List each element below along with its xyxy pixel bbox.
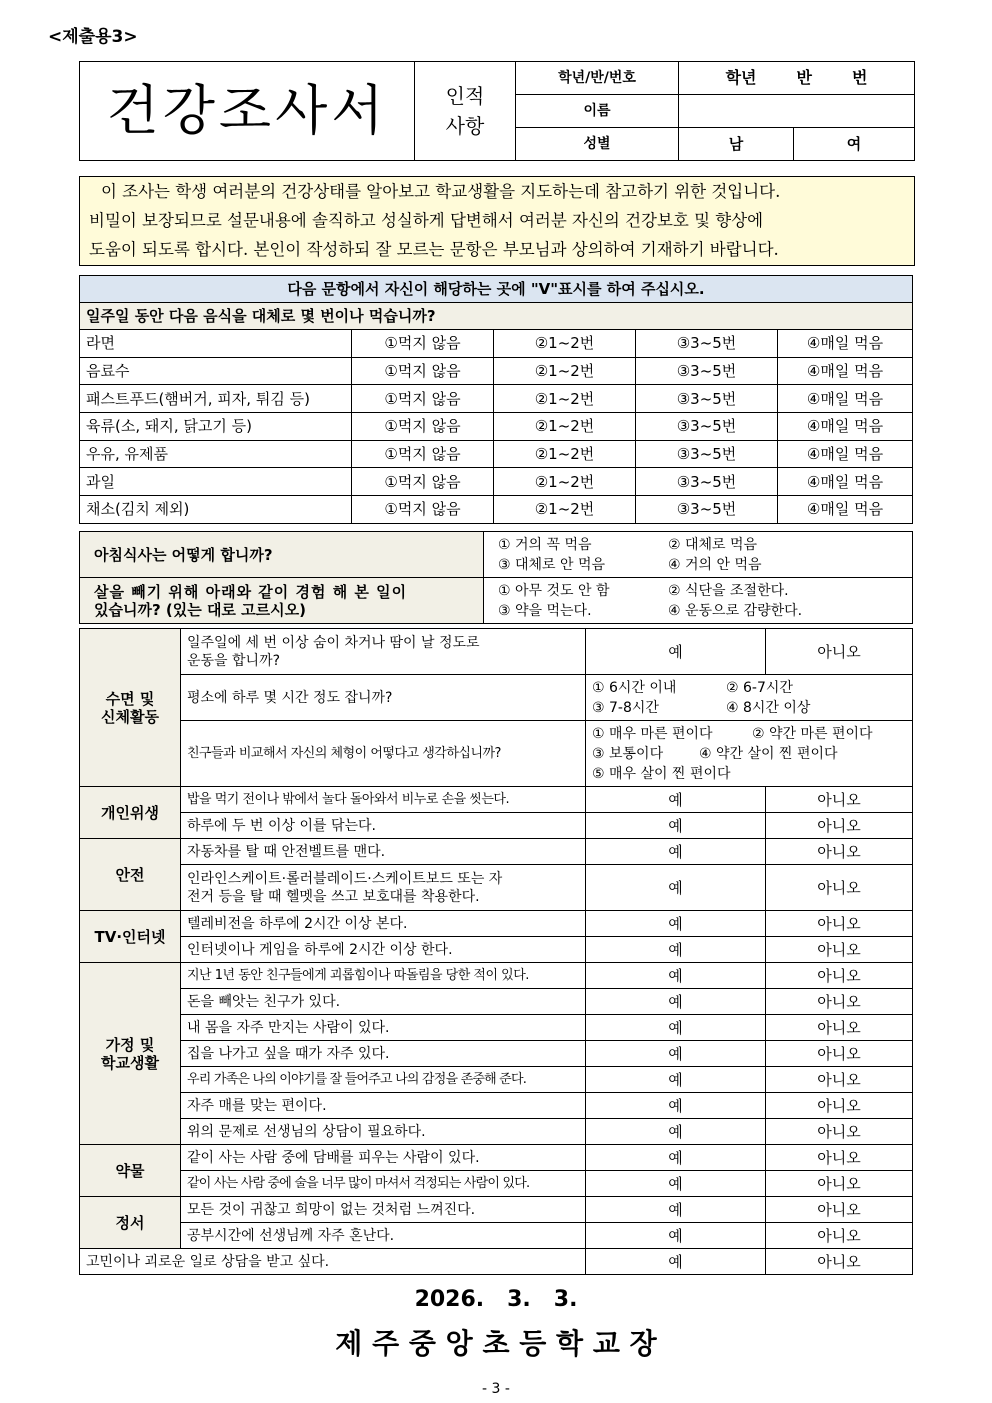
food-item-label: 우유, 유제품 bbox=[80, 440, 352, 468]
weight-loss-question: 살을 빼기 위해 아래와 같이 경험 해 본 일이 있습니까? (있는 대로 고르시오) bbox=[80, 578, 484, 624]
food-frequency-option[interactable]: ④매일 먹음 bbox=[778, 357, 913, 385]
school-principal-signature: 제 주 중 앙 초 등 학 교 장 bbox=[335, 1327, 657, 1360]
food-row bbox=[80, 496, 913, 524]
personal-info-label: 인적 사항 bbox=[415, 62, 516, 161]
question-home-school: 내 몸을 자주 만지는 사람이 있다. bbox=[181, 1015, 586, 1041]
no-option[interactable]: 아니오 bbox=[766, 911, 913, 937]
question-home-school: 돈을 빼앗는 친구가 있다. bbox=[181, 989, 586, 1015]
header-table bbox=[79, 61, 915, 161]
yes-option[interactable]: 예 bbox=[586, 813, 766, 839]
food-frequency-option[interactable]: ②1~2번 bbox=[494, 385, 636, 413]
no-option[interactable]: 아니오 bbox=[766, 963, 913, 989]
question-hygiene: 하루에 두 번 이상 이를 닦는다. bbox=[181, 813, 586, 839]
food-row bbox=[80, 385, 913, 413]
food-frequency-option[interactable]: ③3~5번 bbox=[636, 496, 778, 524]
no-option[interactable]: 아니오 bbox=[766, 1041, 913, 1067]
food-row bbox=[80, 413, 913, 441]
question-drug: 같이 사는 사람 중에 담배를 피우는 사람이 있다. bbox=[181, 1145, 586, 1171]
food-frequency-option[interactable]: ④매일 먹음 bbox=[778, 468, 913, 496]
name-field[interactable] bbox=[679, 95, 915, 128]
food-frequency-option[interactable]: ④매일 먹음 bbox=[778, 330, 913, 358]
category-emotion: 정서 bbox=[80, 1197, 181, 1249]
gender-male-option[interactable]: 남 bbox=[679, 128, 794, 161]
question-body-shape: 친구들과 비교해서 자신의 체형이 어떻다고 생각하십니까? bbox=[181, 721, 586, 787]
food-frequency-option[interactable]: ③3~5번 bbox=[636, 330, 778, 358]
food-item-label: 음료수 bbox=[80, 357, 352, 385]
food-item-label: 육류(소, 돼지, 닭고기 등) bbox=[80, 413, 352, 441]
gender-female-option[interactable]: 여 bbox=[794, 128, 915, 161]
gender-label: 성별 bbox=[516, 128, 679, 161]
yes-option[interactable]: 예 bbox=[586, 1249, 766, 1275]
instruction: 다음 문항에서 자신이 해당하는 곳에 "V"표시를 하여 주십시오. bbox=[80, 276, 913, 303]
page-number: - 3 - bbox=[482, 1381, 510, 1397]
food-frequency-option[interactable]: ②1~2번 bbox=[494, 496, 636, 524]
food-frequency-option[interactable]: ②1~2번 bbox=[494, 468, 636, 496]
no-option[interactable]: 아니오 bbox=[766, 1119, 913, 1145]
no-option[interactable]: 아니오 bbox=[766, 1197, 913, 1223]
food-frequency-option[interactable]: ③3~5번 bbox=[636, 440, 778, 468]
no-option[interactable]: 아니오 bbox=[766, 1145, 913, 1171]
question-emotion: 모든 것이 귀찮고 희망이 없는 것처럼 느껴진다. bbox=[181, 1197, 586, 1223]
yes-option[interactable]: 예 bbox=[586, 1119, 766, 1145]
food-frequency-option[interactable]: ①먹지 않음 bbox=[352, 413, 494, 441]
sleep-hours-options[interactable]: ① 6시간 이내 ② 6-7시간 ③ 7-8시간 ④ 8시간 이상 bbox=[586, 675, 913, 721]
category-safety: 안전 bbox=[80, 839, 181, 911]
food-frequency-option[interactable]: ③3~5번 bbox=[636, 468, 778, 496]
food-item-label: 과일 bbox=[80, 468, 352, 496]
yes-option[interactable]: 예 bbox=[586, 787, 766, 813]
food-frequency-option[interactable]: ①먹지 않음 bbox=[352, 330, 494, 358]
question-emotion: 공부시간에 선생님께 자주 혼난다. bbox=[181, 1223, 586, 1249]
question-hygiene: 밥을 먹기 전이나 밖에서 놀다 돌아와서 비누로 손을 씻는다. bbox=[181, 787, 586, 813]
food-item-label: 패스트푸드(햄버거, 피자, 튀김 등) bbox=[80, 385, 352, 413]
yes-option[interactable]: 예 bbox=[586, 629, 766, 675]
food-row bbox=[80, 330, 913, 358]
yes-option[interactable]: 예 bbox=[586, 1067, 766, 1093]
name-label: 이름 bbox=[516, 95, 679, 128]
no-option[interactable]: 아니오 bbox=[766, 1093, 913, 1119]
yes-option[interactable]: 예 bbox=[586, 1171, 766, 1197]
no-option[interactable]: 아니오 bbox=[766, 839, 913, 865]
intro-line: 이 조사는 학생 여러분의 건강상태를 알아보고 학교생활을 지도하는데 참고하기 위한 것입니다. bbox=[101, 182, 781, 201]
no-option[interactable]: 아니오 bbox=[766, 865, 913, 911]
grade-class-no-field[interactable]: 학년 반 번 bbox=[679, 62, 915, 95]
question-home-school: 우리 가족은 나의 이야기를 잘 들어주고 나의 감정을 존중해 준다. bbox=[181, 1067, 586, 1093]
question-home-school: 지난 1년 동안 친구들에게 괴롭힘이나 따돌림을 당한 적이 있다. bbox=[181, 963, 586, 989]
grade-class-no-label: 학년/반/번호 bbox=[516, 62, 679, 95]
no-option[interactable]: 아니오 bbox=[766, 1067, 913, 1093]
question-exercise: 일주일에 세 번 이상 숨이 차거나 땀이 날 정도로 운동을 합니까? bbox=[181, 629, 586, 675]
food-row bbox=[80, 440, 913, 468]
no-option[interactable]: 아니오 bbox=[766, 787, 913, 813]
category-home-school: 가정 및 학교생활 bbox=[80, 963, 181, 1145]
food-frequency-option[interactable]: ③3~5번 bbox=[636, 357, 778, 385]
food-item-label: 라면 bbox=[80, 330, 352, 358]
question-safety: 자동차를 탈 때 안전벨트를 맨다. bbox=[181, 839, 586, 865]
food-frequency-option[interactable]: ①먹지 않음 bbox=[352, 385, 494, 413]
question-sleep-hours: 평소에 하루 몇 시간 정도 잡니까? bbox=[181, 675, 586, 721]
category-tv: TV·인터넷 bbox=[80, 911, 181, 963]
question-drug: 같이 사는 사람 중에 술을 너무 많이 마셔서 걱정되는 사람이 있다. bbox=[181, 1171, 586, 1197]
weight-loss-options[interactable]: ① 아무 것도 안 함 ② 식단을 조절한다. ③ 약을 먹는다. ④ 운동으로 감량한다. bbox=[484, 578, 913, 624]
yes-option[interactable]: 예 bbox=[586, 1015, 766, 1041]
food-frequency-option[interactable]: ③3~5번 bbox=[636, 413, 778, 441]
question-tv: 텔레비전을 하루에 2시간 이상 본다. bbox=[181, 911, 586, 937]
no-option[interactable]: 아니오 bbox=[766, 1015, 913, 1041]
date: 2026. 3. 3. bbox=[414, 1287, 578, 1312]
food-frequency-option[interactable]: ②1~2번 bbox=[494, 413, 636, 441]
body-shape-options[interactable]: ① 매우 마른 편이다 ② 약간 마른 편이다 ③ 보통이다 ④ 약간 살이 찐 편이다 ⑤ 매우 살이 찐 편이다 bbox=[586, 721, 913, 787]
yes-option[interactable]: 예 bbox=[586, 911, 766, 937]
breakfast-question: 아침식사는 어떻게 합니까? bbox=[80, 532, 484, 578]
food-frequency-option[interactable]: ②1~2번 bbox=[494, 440, 636, 468]
breakfast-options[interactable]: ① 거의 꼭 먹음 ② 대체로 먹음 ③ 대체로 안 먹음 ④ 거의 안 먹음 bbox=[484, 532, 913, 578]
category-drug: 약물 bbox=[80, 1145, 181, 1197]
no-option[interactable]: 아니오 bbox=[766, 1223, 913, 1249]
form-title: 건강조사서 bbox=[80, 62, 415, 161]
yes-option[interactable]: 예 bbox=[586, 1041, 766, 1067]
no-option[interactable]: 아니오 bbox=[766, 813, 913, 839]
no-option[interactable]: 아니오 bbox=[766, 629, 913, 675]
question-tv: 인터넷이나 게임을 하루에 2시간 이상 한다. bbox=[181, 937, 586, 963]
no-option[interactable]: 아니오 bbox=[766, 1249, 913, 1275]
yes-option[interactable]: 예 bbox=[586, 1093, 766, 1119]
yes-option[interactable]: 예 bbox=[586, 839, 766, 865]
food-frequency-option[interactable]: ④매일 먹음 bbox=[778, 413, 913, 441]
yes-option[interactable]: 예 bbox=[586, 989, 766, 1015]
food-frequency-option[interactable]: ①먹지 않음 bbox=[352, 440, 494, 468]
yes-option[interactable]: 예 bbox=[586, 963, 766, 989]
intro-line: 비밀이 보장되므로 설문내용에 솔직하고 성실하게 답변해서 여러분 자신의 건강보호 및 향상에 bbox=[89, 211, 764, 230]
food-item-label: 채소(김치 제외) bbox=[80, 496, 352, 524]
food-row bbox=[80, 357, 913, 385]
survey-table bbox=[79, 628, 913, 1275]
no-option[interactable]: 아니오 bbox=[766, 937, 913, 963]
food-frequency-option[interactable]: ②1~2번 bbox=[494, 357, 636, 385]
food-frequency-option[interactable]: ③3~5번 bbox=[636, 385, 778, 413]
question-home-school: 위의 문제로 선생님의 상담이 필요하다. bbox=[181, 1119, 586, 1145]
food-row bbox=[80, 468, 913, 496]
no-option[interactable]: 아니오 bbox=[766, 989, 913, 1015]
question-home-school: 자주 매를 맞는 편이다. bbox=[181, 1093, 586, 1119]
yes-option[interactable]: 예 bbox=[586, 937, 766, 963]
food-frequency-option[interactable]: ①먹지 않음 bbox=[352, 468, 494, 496]
yes-option[interactable]: 예 bbox=[586, 1145, 766, 1171]
intro-box bbox=[79, 176, 915, 266]
meal-table bbox=[79, 531, 913, 624]
food-frequency-option[interactable]: ①먹지 않음 bbox=[352, 357, 494, 385]
yes-option[interactable]: 예 bbox=[586, 1197, 766, 1223]
food-frequency-option[interactable]: ④매일 먹음 bbox=[778, 440, 913, 468]
yes-option[interactable]: 예 bbox=[586, 865, 766, 911]
submission-label: <제출용3> bbox=[48, 27, 138, 47]
food-table bbox=[79, 275, 913, 524]
no-option[interactable]: 아니오 bbox=[766, 1171, 913, 1197]
food-frequency-option[interactable]: ④매일 먹음 bbox=[778, 385, 913, 413]
food-frequency-option[interactable]: ②1~2번 bbox=[494, 330, 636, 358]
food-question: 일주일 동안 다음 음식을 대체로 몇 번이나 먹습니까? bbox=[80, 303, 913, 330]
food-frequency-option[interactable]: ④매일 먹음 bbox=[778, 496, 913, 524]
yes-option[interactable]: 예 bbox=[586, 1223, 766, 1249]
category-hygiene: 개인위생 bbox=[80, 787, 181, 839]
question-home-school: 집을 나가고 싶을 때가 자주 있다. bbox=[181, 1041, 586, 1067]
question-safety: 인라인스케이트·롤러블레이드·스케이트보드 또는 자 전거 등을 탈 때 헬멧을 쓰고 보호대를 착용한다. bbox=[181, 865, 586, 911]
intro-line: 도움이 되도록 합시다. 본인이 작성하되 잘 모르는 문항은 부모님과 상의하여 기재하기 바랍니다. bbox=[89, 240, 779, 259]
category-sleep: 수면 및 신체활동 bbox=[80, 629, 181, 787]
question-counsel: 고민이나 괴로운 일로 상담을 받고 싶다. bbox=[80, 1249, 586, 1275]
food-frequency-option[interactable]: ①먹지 않음 bbox=[352, 496, 494, 524]
